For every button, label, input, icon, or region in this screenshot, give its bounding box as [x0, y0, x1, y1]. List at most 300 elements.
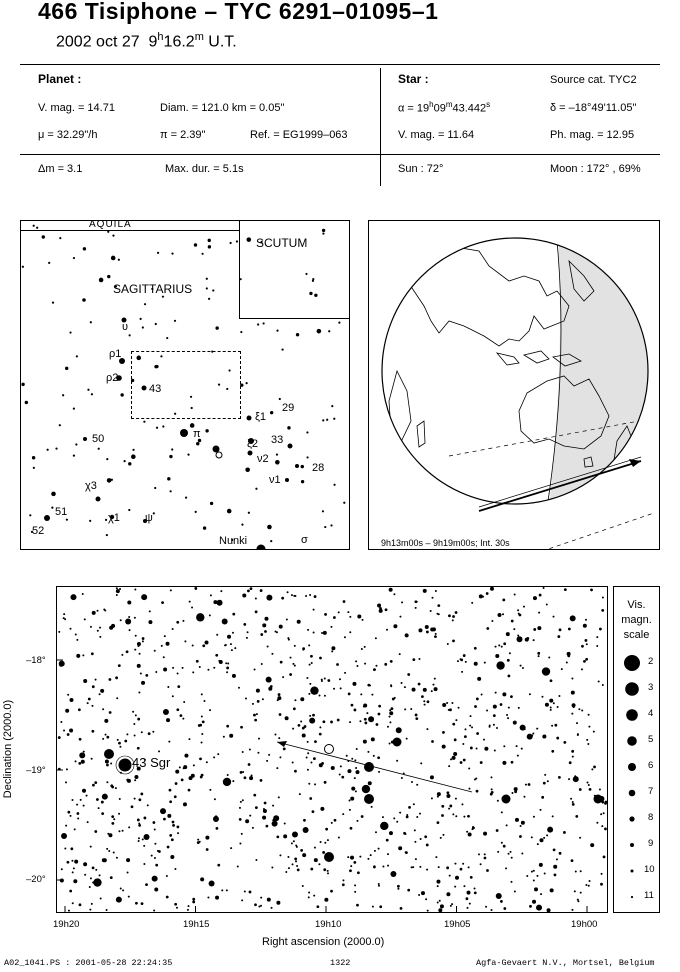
field-star: [421, 891, 425, 895]
field-star: [500, 900, 503, 903]
field-star: [503, 745, 505, 747]
field-star: [437, 604, 440, 607]
label-28: 28: [312, 462, 325, 474]
field-star: [531, 871, 533, 873]
field-star: [242, 594, 246, 598]
field-star: [522, 667, 524, 669]
field-star: [354, 709, 357, 712]
field-star: [465, 661, 467, 663]
map-star: [185, 497, 187, 499]
field-star: [120, 887, 122, 889]
field-star: [101, 801, 104, 804]
field-star: [106, 848, 108, 850]
field-star: [237, 866, 239, 868]
map-star: [174, 320, 176, 322]
field-star: [349, 721, 351, 723]
field-star: [554, 724, 557, 727]
field-star: [99, 693, 101, 695]
label-50: 50: [92, 433, 105, 445]
field-star: [155, 864, 158, 867]
field-star: [440, 904, 444, 908]
field-star: [143, 817, 146, 820]
map-star: [262, 322, 264, 324]
field-star: [431, 740, 434, 743]
field-star: [425, 625, 429, 629]
field-star: [71, 848, 73, 850]
field-star: [602, 684, 604, 686]
legend-mag-6: 6: [648, 760, 654, 771]
field-star: [600, 813, 602, 815]
field-star: [580, 870, 582, 872]
field-star: [359, 856, 361, 858]
field-star: [380, 822, 388, 830]
page-title: 466 Tisiphone – TYC 6291–01095–1: [38, 0, 439, 24]
field-star: [390, 660, 393, 663]
field-star: [440, 837, 442, 839]
field-star: [362, 619, 364, 621]
field-star: [491, 620, 493, 622]
map-star: [171, 252, 173, 254]
field-star: [303, 827, 309, 833]
field-star: [523, 796, 525, 798]
field-star: [452, 723, 455, 726]
field-star: [483, 739, 485, 741]
field-star: [587, 743, 589, 745]
field-star: [370, 854, 372, 856]
field-star: [307, 769, 309, 771]
xtick-3: 19h05: [444, 919, 471, 930]
field-star: [375, 831, 377, 833]
field-star: [122, 830, 124, 832]
delta-mag: Δm = 3.1: [38, 163, 83, 175]
field-star: [387, 853, 389, 855]
field-star: [376, 723, 379, 726]
field-star: [154, 887, 158, 891]
field-star: [517, 609, 519, 611]
field-star: [588, 726, 590, 728]
label-51: 51: [55, 506, 68, 518]
field-star: [577, 899, 579, 901]
field-star: [253, 794, 256, 797]
field-star: [127, 872, 129, 874]
field-star-bright: [104, 749, 114, 759]
planet-vmag: V. mag. = 14.71: [38, 102, 115, 114]
field-star: [324, 898, 328, 902]
field-star: [466, 831, 468, 833]
field-star: [176, 907, 178, 909]
map-star: [99, 278, 104, 283]
field-star: [559, 628, 562, 631]
field-star: [454, 886, 456, 888]
map-star: [162, 425, 164, 427]
field-star: [141, 594, 147, 600]
map-star: [59, 237, 61, 239]
field-star: [255, 859, 257, 861]
field-star: [314, 847, 316, 849]
field-star: [355, 790, 357, 792]
field-star: [164, 635, 166, 637]
map-star: [240, 331, 242, 333]
field-star: [82, 654, 84, 656]
field-star: [419, 866, 421, 868]
field-star: [217, 600, 223, 606]
field-star: [260, 897, 262, 899]
field-star: [503, 845, 506, 848]
field-star: [533, 596, 537, 600]
field-star: [489, 726, 491, 728]
field-star: [292, 762, 294, 764]
map-star: [75, 443, 77, 445]
field-star: [593, 731, 595, 733]
alpha-minutes: 09: [433, 102, 446, 115]
map-star: [105, 519, 107, 521]
field-star: [350, 797, 354, 801]
field-star: [434, 678, 436, 680]
field-star: [351, 704, 354, 707]
field-star: [529, 905, 532, 908]
field-star: [253, 714, 256, 717]
field-star: [575, 870, 577, 872]
field-star: [305, 595, 307, 597]
field-star: [389, 709, 391, 711]
field-star: [192, 671, 194, 673]
field-star: [135, 902, 138, 905]
map-star: [140, 318, 142, 320]
map-star: [208, 298, 210, 300]
field-star: [322, 851, 325, 854]
field-star: [102, 794, 108, 800]
map-star: [227, 509, 232, 514]
field-star: [192, 901, 195, 904]
field-star: [167, 814, 171, 818]
field-star: [596, 645, 598, 647]
landmass-africa: [389, 371, 411, 446]
map-star: [245, 467, 250, 472]
field-star: [74, 828, 76, 830]
field-star: [137, 664, 141, 668]
field-star: [531, 735, 533, 737]
xtick-4: 19h00: [571, 919, 598, 930]
map-star: [144, 303, 146, 305]
field-star: [472, 826, 475, 829]
field-star: [452, 813, 454, 815]
field-star: [469, 725, 471, 727]
field-star: [580, 892, 582, 894]
field-star: [122, 889, 124, 891]
field-star: [601, 825, 603, 827]
field-star: [550, 679, 553, 682]
field-star: [354, 891, 356, 893]
field-star: [583, 624, 587, 628]
field-star: [601, 609, 604, 612]
field-star: [545, 703, 549, 707]
field-star: [437, 821, 440, 824]
field-star: [108, 678, 111, 681]
field-star: [549, 699, 553, 703]
field-star: [183, 802, 187, 806]
field-star: [244, 890, 246, 892]
field-star: [177, 685, 180, 688]
field-star: [181, 778, 184, 781]
map-star: [118, 259, 120, 261]
field-star: [378, 771, 380, 773]
field-star: [271, 653, 273, 655]
map-star: [90, 321, 92, 323]
field-star: [174, 868, 176, 870]
field-star: [435, 633, 437, 635]
landmass-asia: [404, 241, 569, 346]
info-mid-rule: [20, 154, 660, 155]
map-star: [48, 262, 50, 264]
field-star: [110, 876, 113, 879]
map-star: [106, 534, 108, 536]
field-star: [347, 856, 349, 858]
field-star: [169, 789, 172, 792]
field-star: [135, 714, 137, 716]
field-star: [100, 898, 102, 900]
field-star: [438, 613, 440, 615]
field-star: [496, 893, 502, 899]
field-star: [390, 871, 396, 877]
legend-dot-4: [626, 709, 638, 721]
field-star: [209, 614, 211, 616]
field-star: [144, 836, 147, 839]
aquila-label: AQUILA: [89, 219, 132, 230]
field-star: [333, 688, 335, 690]
field-star: [448, 614, 451, 617]
field-star: [464, 735, 467, 738]
field-star: [209, 709, 211, 711]
field-star: [96, 798, 99, 801]
y-axis-label: Declination (2000.0): [2, 699, 14, 799]
field-star: [416, 601, 418, 603]
field-star-bright: [324, 852, 334, 862]
field-star: [571, 750, 574, 753]
field-star: [278, 737, 280, 739]
field-star: [309, 715, 311, 717]
field-star: [148, 620, 152, 624]
field-star: [135, 635, 137, 637]
field-star: [67, 861, 70, 864]
field-star: [377, 756, 380, 759]
field-star: [427, 700, 430, 703]
field-star: [324, 613, 327, 616]
field-star: [163, 656, 165, 658]
field-star: [554, 873, 557, 876]
field-star: [418, 658, 420, 660]
named-star: [44, 515, 50, 521]
field-star: [260, 633, 263, 636]
field-star: [313, 609, 315, 611]
field-star: [246, 637, 248, 639]
field-star: [163, 818, 166, 821]
field-star: [369, 684, 371, 686]
field-star: [531, 836, 533, 838]
field-star: [319, 695, 321, 697]
field-star: [502, 692, 506, 696]
field-star: [458, 707, 460, 709]
field-star: [97, 610, 99, 612]
field-star: [450, 758, 452, 760]
field-star: [539, 594, 542, 597]
field-star: [543, 587, 545, 589]
time-hour: 9: [148, 33, 158, 51]
field-star: [435, 590, 437, 592]
field-star: [548, 657, 550, 659]
field-star: [455, 815, 457, 817]
map-star: [132, 449, 134, 451]
field-star: [310, 655, 313, 658]
map-star: [89, 520, 91, 522]
aquila-border: [21, 230, 239, 231]
field-star: [342, 883, 345, 886]
field-star: [166, 718, 170, 722]
named-star: [180, 429, 188, 437]
field-star: [399, 812, 401, 814]
field-star: [438, 866, 440, 868]
field-star: [89, 886, 91, 888]
field-star: [331, 650, 333, 652]
field-star: [355, 660, 357, 662]
field-star: [252, 703, 254, 705]
field-star: [517, 755, 519, 757]
field-star: [224, 644, 226, 646]
field-star: [167, 846, 170, 849]
map-star: [131, 454, 136, 459]
field-star: [247, 631, 249, 633]
field-star: [240, 801, 242, 803]
field-star: [180, 714, 183, 717]
star-vmag: V. mag. = 11.64: [398, 129, 475, 141]
field-star: [426, 728, 428, 730]
field-star: [431, 797, 433, 799]
field-star: [339, 774, 341, 776]
field-star: [71, 799, 73, 801]
field-star: [423, 688, 427, 692]
map-star: [129, 334, 131, 336]
field-star: [343, 600, 346, 603]
field-star: [89, 909, 91, 911]
map-star: [83, 247, 86, 250]
field-star: [202, 644, 205, 647]
map-star: [208, 239, 211, 242]
field-star: [308, 896, 310, 898]
field-star: [125, 618, 131, 624]
field-star: [447, 643, 449, 645]
field-star: [385, 608, 388, 611]
field-star: [397, 888, 399, 890]
field-star: [448, 808, 450, 810]
field-star: [201, 741, 203, 743]
field-star: [561, 668, 563, 670]
field-star: [314, 595, 317, 598]
field-star: [366, 712, 368, 714]
field-star: [399, 653, 401, 655]
field-star: [325, 828, 328, 831]
field-star: [86, 795, 88, 797]
field-star: [547, 908, 551, 912]
field-star: [92, 685, 95, 688]
field-star: [547, 827, 553, 833]
sagittarius-label: SAGITTARIUS: [113, 282, 193, 296]
field-star: [152, 731, 154, 733]
field-star: [309, 718, 315, 724]
field-star: [88, 698, 91, 701]
field-star: [177, 832, 179, 834]
field-star: [176, 825, 179, 828]
field-star: [379, 905, 382, 908]
field-star: [84, 874, 86, 876]
field-star: [407, 889, 410, 892]
legend-dot-3: [625, 682, 639, 696]
field-star: [470, 747, 473, 750]
field-star: [510, 851, 512, 853]
field-star: [61, 868, 63, 870]
field-star: [486, 869, 489, 872]
field-star: [557, 635, 560, 638]
field-star: [324, 695, 326, 697]
field-star: [537, 843, 539, 845]
field-star: [452, 619, 454, 621]
field-star: [416, 784, 418, 786]
field-star: [91, 730, 94, 733]
field-star: [192, 645, 194, 647]
field-star: [261, 663, 263, 665]
map-star: [107, 478, 112, 483]
field-star: [94, 781, 97, 784]
map-star: [47, 449, 49, 451]
field-star: [265, 825, 268, 828]
field-star: [188, 738, 190, 740]
field-star: [526, 875, 528, 877]
map-star: [32, 456, 35, 459]
field-star: [176, 708, 179, 711]
field-star: [184, 754, 188, 758]
map-star: [33, 225, 35, 227]
field-star: [410, 708, 412, 710]
field-star: [134, 798, 136, 800]
field-star: [553, 848, 556, 851]
field-star: [567, 652, 571, 656]
field-star: [137, 718, 140, 721]
map-star: [42, 235, 45, 238]
star-source: Source cat. TYC2: [550, 74, 637, 86]
label-rho1: ρ1: [109, 348, 122, 360]
field-star: [119, 746, 121, 748]
field-star: [264, 630, 267, 633]
field-star: [66, 768, 68, 770]
field-star: [121, 654, 123, 656]
field-star: [134, 734, 136, 736]
field-star: [457, 660, 459, 662]
map-star: [98, 448, 100, 450]
map-star: [301, 480, 304, 483]
field-star: [414, 841, 416, 843]
field-star: [352, 682, 356, 686]
field-star: [441, 805, 444, 808]
field-star: [272, 821, 278, 827]
map-star: [170, 490, 172, 492]
field-star: [387, 865, 389, 867]
field-star: [277, 696, 281, 700]
field-star: [137, 747, 140, 750]
field-star: [476, 790, 479, 793]
field-star: [517, 636, 523, 642]
field-star: [519, 835, 522, 838]
field-star: [418, 683, 421, 686]
field-star: [331, 766, 335, 770]
field-star: [230, 847, 232, 849]
